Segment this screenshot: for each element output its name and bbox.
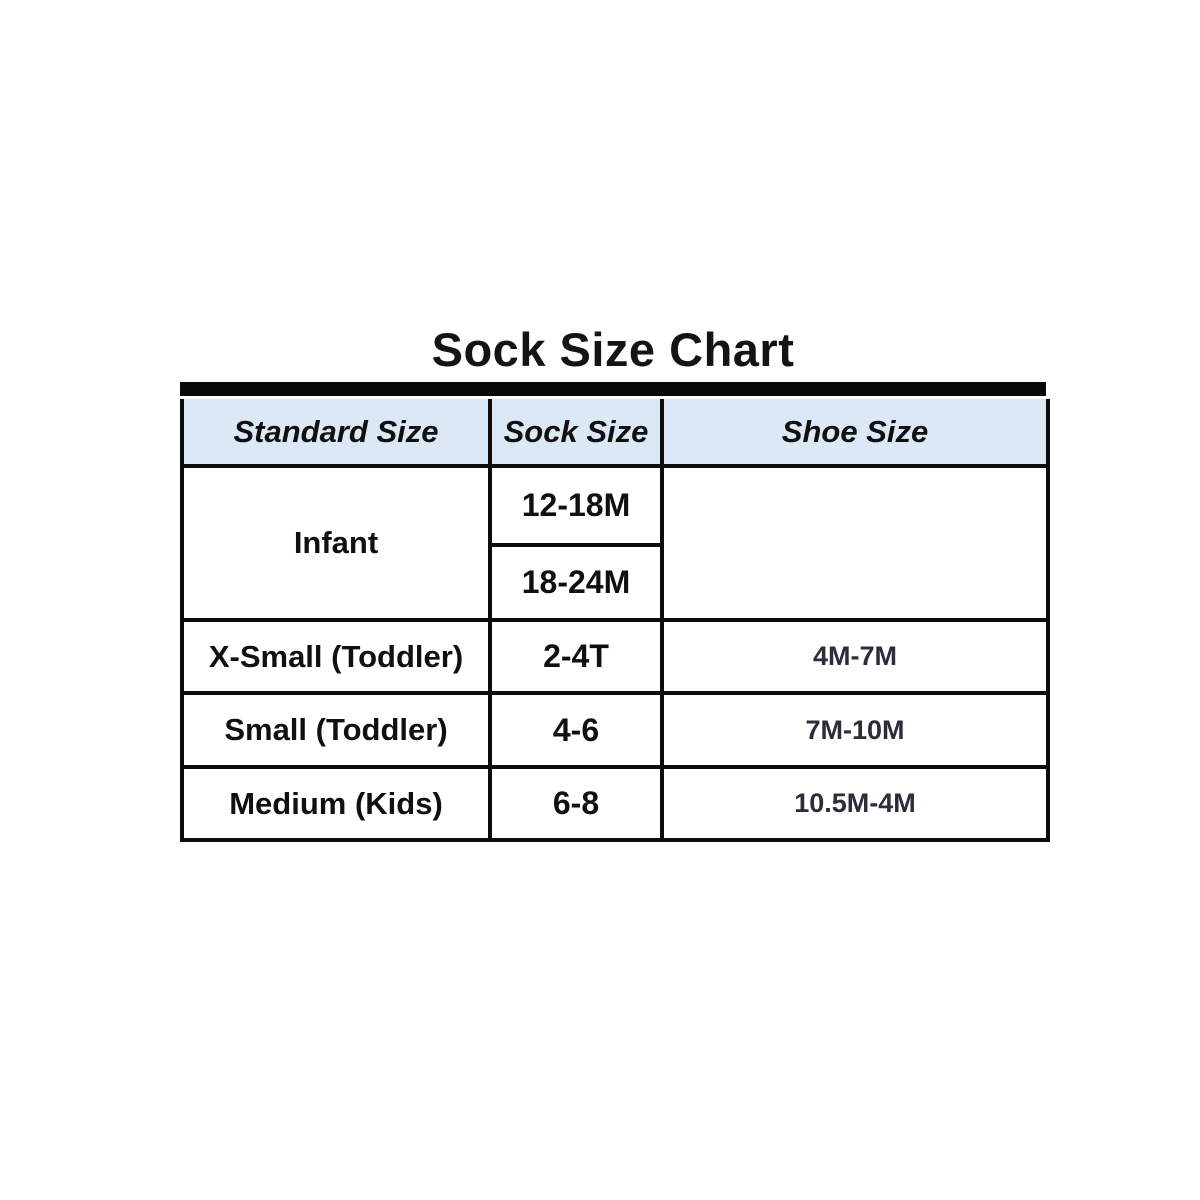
cell-standard-medium: Medium (Kids) [182,767,490,840]
cell-sock-2-4t: 2-4T [490,620,662,693]
header-sock-size: Sock Size [490,399,662,466]
cell-shoe-7m-10m: 7M-10M [662,693,1048,767]
page-title: Sock Size Chart [431,323,795,376]
header-row [182,399,1048,466]
table-row-xsmall [182,620,1048,693]
table-row-medium [182,767,1048,840]
table-row-infant-1 [182,466,1048,545]
header-standard-size: Standard Size [182,399,490,466]
cell-sock-4-6: 4-6 [490,693,662,767]
cell-sock-12-18m: 12-18M [490,466,662,545]
header-shoe-size: Shoe Size [662,399,1048,466]
cell-sock-6-8: 6-8 [490,767,662,840]
cell-shoe-4m-7m: 4M-7M [662,620,1048,693]
cell-standard-xsmall: X-Small (Toddler) [182,620,490,693]
sock-size-table [180,399,1050,842]
cell-sock-18-24m: 18-24M [490,545,662,620]
cell-standard-infant: Infant [182,466,490,620]
cell-shoe-10-5m-4m: 10.5M-4M [662,767,1048,840]
cell-standard-small: Small (Toddler) [182,693,490,767]
cell-shoe-infant-empty [662,466,1048,620]
title-underline-bar [180,382,1046,396]
table-row-small [182,693,1048,767]
